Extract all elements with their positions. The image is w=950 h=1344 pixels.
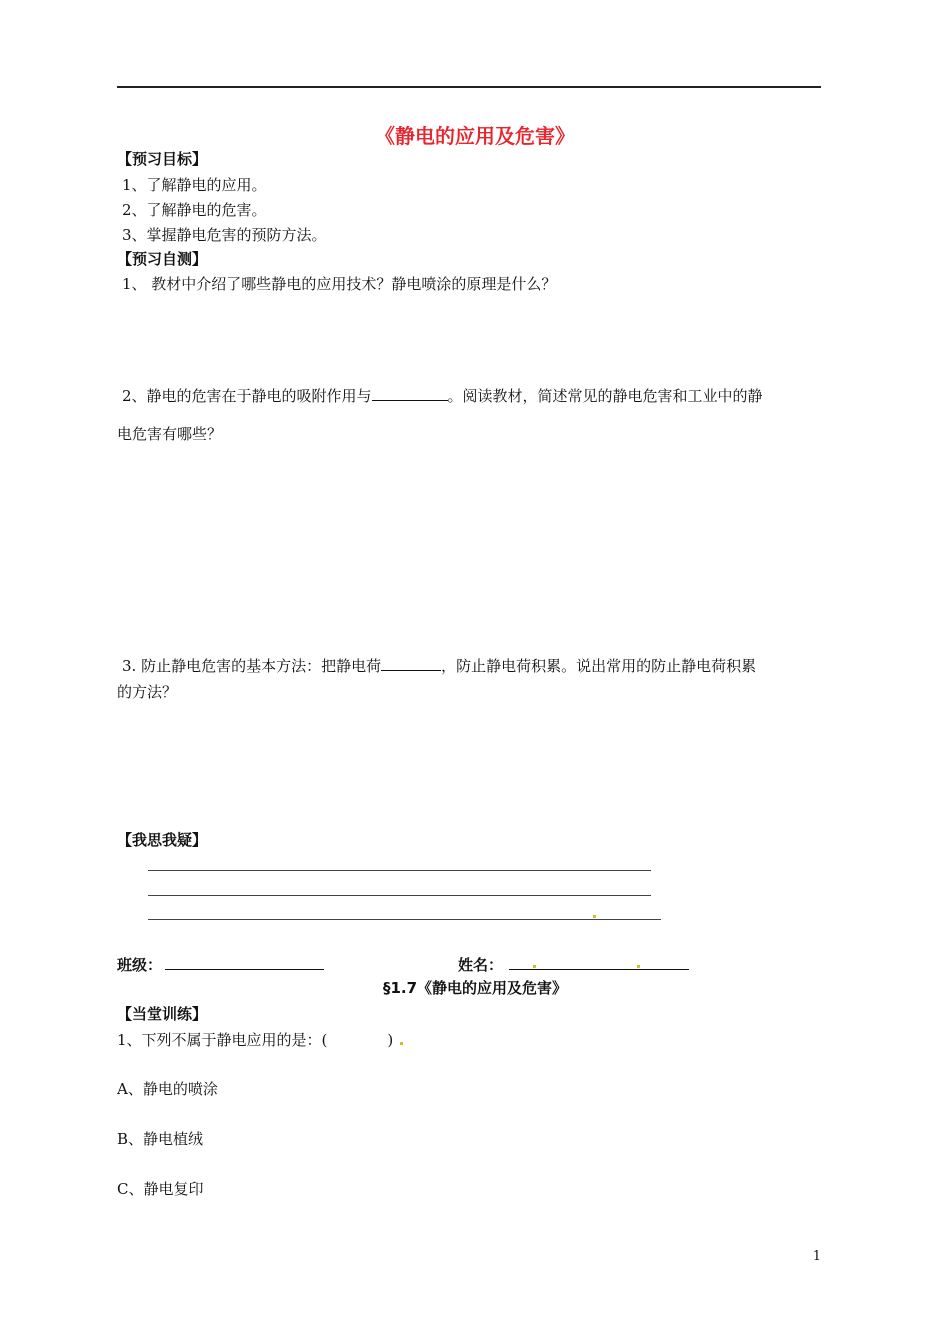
document-title: 《静电的应用及危害》 xyxy=(375,124,575,148)
section-title: §1.7《静电的应用及危害》 xyxy=(382,979,568,997)
name-label: 姓名： xyxy=(458,956,504,974)
reflection-heading: 【我思我疑】 xyxy=(117,831,208,849)
self-test-heading: 【预习自测】 xyxy=(117,250,208,268)
training-question-1-text: 1、下列不属于静电应用的是：( xyxy=(117,1031,328,1049)
question-2-text-a: 2、静电的危害在于静电的吸附作用与 xyxy=(122,387,372,405)
page-number: 1 xyxy=(812,1249,821,1264)
self-test-question-3 xyxy=(122,655,756,676)
question-3-text-b: ，防止静电荷积累。说出常用的防止静电荷积累 xyxy=(441,657,757,675)
option-a: A、静电的喷涂 xyxy=(117,1080,218,1098)
answer-blank-q2[interactable] xyxy=(372,386,448,401)
training-question-1-close: ) xyxy=(387,1031,394,1049)
goal-item-3: 3、掌握静电危害的预防方法。 xyxy=(122,226,327,244)
answer-blank-q3[interactable] xyxy=(381,656,441,671)
class-field[interactable] xyxy=(165,969,324,970)
self-test-question-2 xyxy=(122,385,763,406)
class-training-heading: 【当堂训练】 xyxy=(117,1005,208,1023)
reflection-line-1[interactable] xyxy=(148,870,651,871)
self-test-question-3-line-2: 的方法？ xyxy=(117,683,178,701)
question-3-text-a: 3. 防止静电危害的基本方法：把静电荷 xyxy=(122,657,382,675)
reflection-line-3[interactable] xyxy=(148,919,661,920)
goal-item-2: 2、了解静电的危害。 xyxy=(122,201,267,219)
question-2-text-b: 。阅读教材，简述常见的静电危害和工业中的静 xyxy=(447,387,763,405)
self-test-question-2-line-2: 电危害有哪些？ xyxy=(117,425,223,443)
option-c: C、静电复印 xyxy=(117,1180,204,1198)
class-label: 班级： xyxy=(117,956,163,974)
goal-item-1: 1、了解静电的应用。 xyxy=(122,176,267,194)
reflection-line-2[interactable] xyxy=(148,895,651,896)
training-question-1 xyxy=(117,1029,393,1050)
self-test-question-1: 1、 教材中介绍了哪些静电的应用技术？静电喷涂的原理是什么？ xyxy=(122,275,557,293)
scan-mark xyxy=(637,965,640,968)
preview-goals-heading: 【预习目标】 xyxy=(117,150,208,168)
name-field[interactable] xyxy=(509,969,689,970)
scan-mark xyxy=(400,1042,403,1045)
scan-mark xyxy=(593,915,596,918)
option-b: B、静电植绒 xyxy=(117,1130,204,1148)
scan-mark xyxy=(533,965,536,968)
header-rule xyxy=(117,86,821,88)
